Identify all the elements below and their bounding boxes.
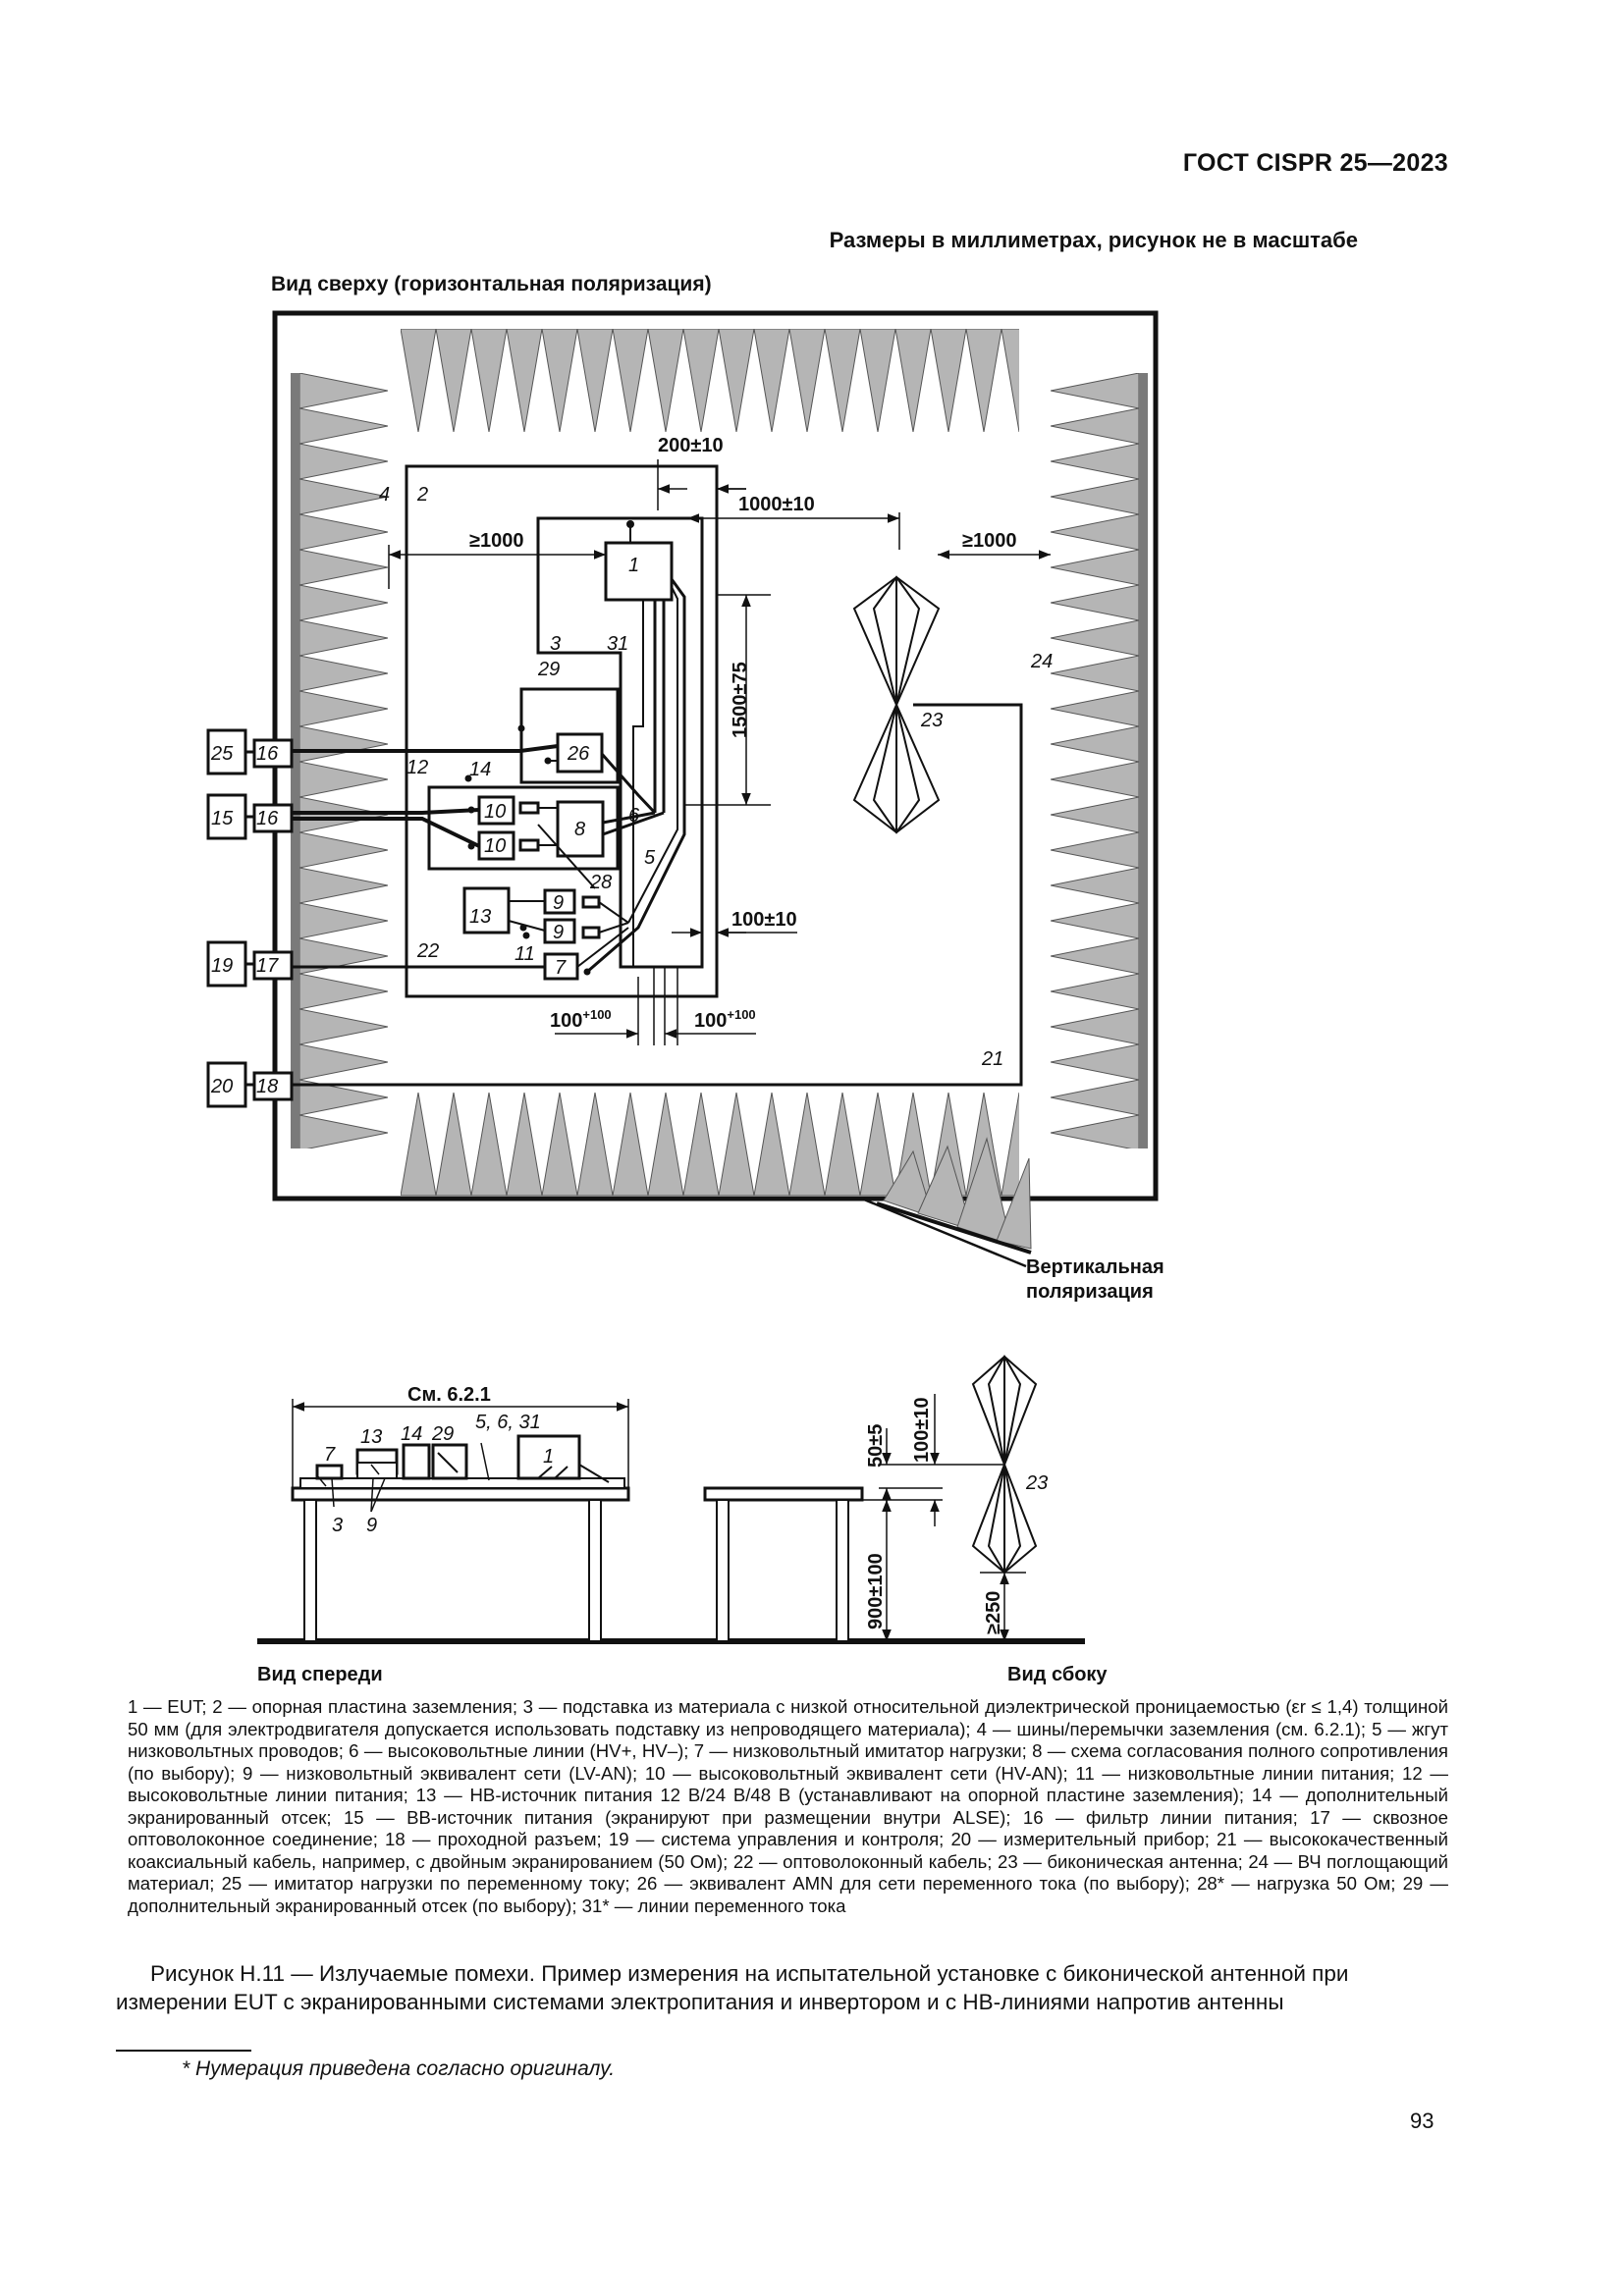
top-view-title: Вид сверху (горизонтальная поляризация) [271,273,712,295]
front-view [257,1399,687,1641]
svg-text:28: 28 [590,872,613,893]
svg-text:10: 10 [484,801,507,823]
absorber-top [401,329,1019,432]
dim-ge1000-left: ≥1000 [469,530,524,552]
svg-text:22: 22 [417,940,440,962]
absorber-left [299,373,391,1148]
absorber-right [1051,373,1139,1148]
svg-text:12: 12 [406,757,429,778]
svg-text:20: 20 [211,1076,234,1097]
svg-text:26: 26 [568,743,590,765]
figure-caption: Рисунок Н.11 — Излучаемые помехи. Пример измерения на испытательной установке с биконической антенной при измерении EUT с экранированными системами электропитания и инвертором и с НВ-линиями напротив антенны [116,1961,1349,2014]
svg-text:13: 13 [360,1426,383,1448]
svg-text:21: 21 [982,1048,1004,1070]
svg-text:31: 31 [607,633,629,655]
svg-text:3: 3 [550,633,562,655]
svg-text:8: 8 [574,819,586,840]
svg-text:9: 9 [553,892,565,914]
dim-1500: 1500±75 [730,662,751,738]
dim-100-plus-a: $100^{+100}$ [550,1007,612,1032]
dim-50: 50±5 [865,1423,887,1468]
front-view-title: Вид спереди [257,1664,383,1685]
dim-100: 100±10 [731,909,797,931]
footnote: * Нумерация приведена согласно оригиналу. [182,2057,616,2080]
vertical-pol-line2: поляризация [1026,1281,1154,1303]
svg-text:29: 29 [538,659,561,680]
dim-250: ≥250 [983,1590,1004,1634]
svg-text:9: 9 [553,922,565,943]
svg-text:7: 7 [324,1444,336,1466]
svg-text:1: 1 [543,1446,555,1468]
svg-text:23: 23 [921,710,944,731]
svg-text:5: 5 [644,847,656,869]
dimensions-note: Размеры в миллиметрах, рисунок не в масштабе [829,228,1358,252]
svg-text:17: 17 [256,955,279,977]
svg-text:16: 16 [256,743,279,765]
see-ref: См. 6.2.1 [407,1384,491,1406]
side-view-title: Вид сбоку [1007,1664,1108,1685]
standard-header: ГОСТ CISPR 25—2023 [1182,149,1448,177]
absorber-bottom [401,1093,1019,1196]
svg-text:10: 10 [484,835,507,857]
svg-text:13: 13 [469,906,492,928]
svg-text:6: 6 [628,805,640,827]
svg-text:9: 9 [366,1515,378,1536]
dim-100-plus-b: $100^{+100}$ [694,1007,756,1032]
svg-text:11: 11 [514,943,535,965]
dim-100-vertical: 100±10 [911,1397,933,1463]
svg-text:15: 15 [211,808,234,829]
svg-text:3: 3 [332,1515,344,1536]
svg-text:24: 24 [1031,651,1054,672]
dim-1000-a: 1000±10 [738,494,815,515]
dim-200: 200±10 [658,435,724,456]
svg-text:25: 25 [211,743,234,765]
dim-ge1000-right: ≥1000 [962,530,1017,552]
svg-text:4: 4 [379,484,391,506]
footnote-rule [116,2050,251,2052]
svg-text:16: 16 [256,808,279,829]
page-number: 93 [1410,2109,1435,2133]
svg-text:23: 23 [1026,1472,1049,1494]
vertical-pol-line1: Вертикальная [1026,1256,1164,1278]
svg-text:19: 19 [211,955,234,977]
svg-text:18: 18 [256,1076,279,1097]
svg-text:1: 1 [628,555,640,576]
svg-text:14: 14 [469,759,492,780]
dim-900: 900±100 [865,1553,887,1629]
svg-text:2: 2 [417,484,429,506]
svg-text:5, 6, 31: 5, 6, 31 [475,1412,541,1433]
svg-text:14: 14 [401,1423,423,1445]
figure-legend: 1 — EUT; 2 — опорная пластина заземления; 3 — подставка из материала с низкой относительной диэлектрической проницаемостью (εr ≤ 1,4) толщиной 50 мм (для электродвигателя допускается использовать подставку из непроводящего материала); 4 — шины/перемычки заземления (см. 6.2.1); 5 — жгут низковольтных проводов; 6 — высоковольтные линии (HV+, HV–); 7 — низковольтный имитатор нагрузки; 8 — схема согласования полного сопротивления (по выбору); 9 — низковольтный эквивалент сети (LV-AN); 10 — высоковольтный эквивалент сети (HV-AN); 11 — низковольтные линии питания; 12 — высоковольтные линии питания; 13 — НВ-источник питания 12 В/24 В/48 В (устанавливают на опорной пластине заземления); 14 — дополнительный экранированный отсек; 15 — ВВ-источник питания (экранируют при размещении внутри ALSE); 16 — фильтр линии питания; 17 — сквозное оптоволоконное соединение; 18 — проходной разъем; 19 — система управления и контроля; 20 — измерительный прибор; 21 — высококачественный коаксиальный кабель, например, с двойным экранированием (50 Ом); 22 — оптоволоконный кабель; 23 — биконическая антенна; 24 — ВЧ поглощающий материал; 25 — имитатор нагрузки по переменному току; 26 — эквивалент AMN для сети переменного тока (по выбору); 28* — нагрузка 50 Ом; 29 — дополнительный экранированный отсек (по выбору); 31* — линии переменного тока [128,1696,1448,1916]
svg-text:29: 29 [432,1423,455,1445]
svg-text:7: 7 [555,957,567,979]
